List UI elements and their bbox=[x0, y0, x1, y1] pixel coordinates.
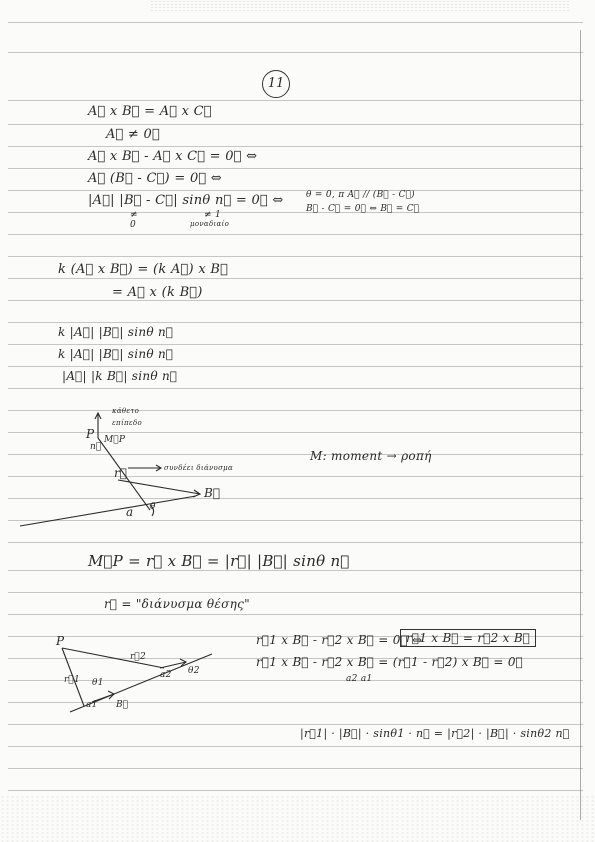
figure-label: r⃗ bbox=[114, 466, 128, 480]
figure-label: a1 bbox=[86, 700, 98, 710]
figure-label: θ2 bbox=[188, 666, 200, 676]
figure-label: P bbox=[56, 634, 65, 648]
figure-note: κάθετο bbox=[112, 407, 140, 415]
figure-label: a2 bbox=[160, 670, 172, 680]
equation-line: = A⃗ x (k B⃗) bbox=[112, 285, 203, 300]
figure-label: a bbox=[126, 505, 134, 519]
equation-line: |A⃗| |k B⃗| sinθ n⃗ bbox=[62, 369, 178, 383]
figure-label: r⃗1 bbox=[64, 675, 81, 685]
scan-noise-bottom bbox=[0, 795, 595, 842]
figure-label: B⃗ bbox=[204, 486, 221, 500]
figure-label: θ1 bbox=[92, 678, 104, 688]
page-number: 11 bbox=[262, 70, 290, 98]
figure-note: συνδέει διάνυσμα bbox=[164, 464, 234, 472]
figure-label: B⃗ bbox=[116, 700, 129, 710]
equation-line: k (A⃗ x B⃗) = (k A⃗) x B⃗ bbox=[58, 262, 229, 277]
figure-label: r⃗2 bbox=[130, 652, 147, 662]
boxed-result: r⃗1 x B⃗ = r⃗2 x B⃗ bbox=[400, 629, 536, 647]
figure-note: επίπεδο bbox=[112, 419, 142, 427]
side-note: θ = 0, π A⃗ // (B⃗ - C⃗) bbox=[306, 190, 415, 200]
vector-r2 bbox=[62, 648, 164, 668]
equation-line: M⃗P = r⃗ x B⃗ = |r⃗| |B⃗| sinθ n⃗ bbox=[88, 552, 350, 570]
equation-line: r⃗ = "διάνυσμα θέσης" bbox=[104, 597, 250, 611]
annotation: ≠ bbox=[130, 210, 138, 220]
equation-line: r⃗1 x B⃗ - r⃗2 x B⃗ = 0⃗ ⇔ bbox=[256, 633, 423, 647]
equation-line: r⃗1 x B⃗ - r⃗2 x B⃗ = (r⃗1 - r⃗2) x B⃗ = 0⃗ bbox=[256, 655, 523, 669]
annotation: a2 a1 bbox=[346, 674, 373, 684]
equation-line: A⃗ x B⃗ = A⃗ x C⃗ bbox=[88, 104, 212, 119]
equation-line: A⃗ x B⃗ - A⃗ x C⃗ = 0⃗ ⇔ bbox=[88, 149, 258, 164]
side-note: B⃗ - C⃗ = 0⃗ ⇔ B⃗ = C⃗ bbox=[306, 204, 420, 214]
figure-label: P bbox=[86, 427, 95, 441]
figure-label: n⃗ bbox=[90, 442, 102, 452]
equation-line: A⃗ (B⃗ - C⃗) = 0⃗ ⇔ bbox=[88, 171, 222, 186]
annotation: ≠ 1 bbox=[204, 210, 222, 220]
equation-line: |r⃗1| · |B⃗| · sinθ1 · n⃗ = |r⃗2| · |B⃗| · sinθ2 n⃗ bbox=[300, 727, 570, 740]
equation-line: k |A⃗| |B⃗| sinθ n⃗ bbox=[58, 347, 174, 361]
figure-label: M⃗P bbox=[104, 435, 126, 445]
figure-label: θ bbox=[150, 502, 156, 512]
equation-line: |A⃗| |B⃗ - C⃗| sinθ n⃗ = 0⃗ ⇔ bbox=[88, 193, 284, 208]
moment-note: M: moment → ροπή bbox=[310, 449, 432, 463]
annotation: μοναδιαίο bbox=[190, 220, 230, 228]
equation-line: k |A⃗| |B⃗| sinθ n⃗ bbox=[58, 325, 174, 339]
equation-line: A⃗ ≠ 0⃗ bbox=[106, 127, 160, 142]
annotation: 0 bbox=[130, 220, 137, 230]
